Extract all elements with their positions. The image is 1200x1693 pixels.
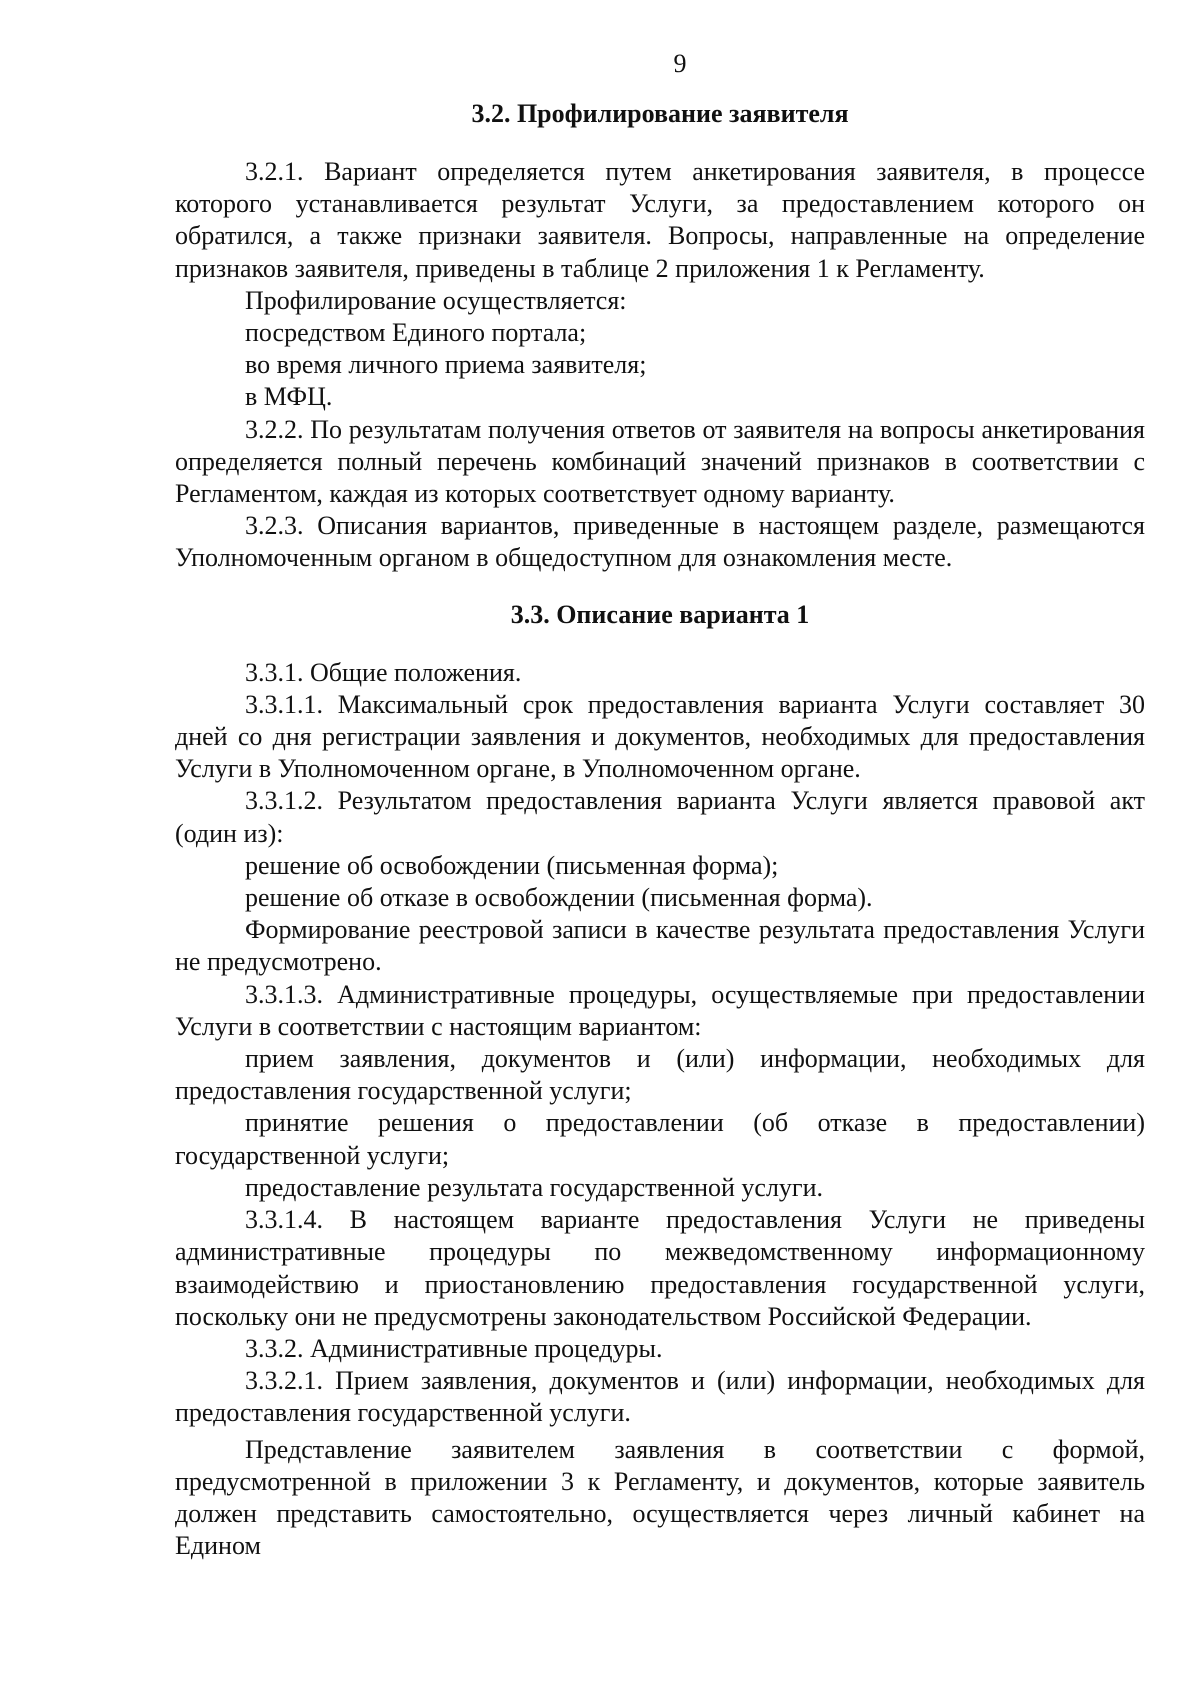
list-item: посредством Единого портала; — [245, 318, 587, 348]
paragraph: 3.3.1. Общие положения. — [245, 657, 522, 687]
paragraph: 3.2.2. По результатам получения ответов от заявителя на вопросы анкетирования определяется полный перечень комбинаций значений признаков в соответствии с Регламентом, каждая из которых соответствует одному варианту. — [175, 414, 1145, 509]
list-item: решение об отказе в освобождении (письменная форма). — [245, 883, 873, 913]
list-item: решение об освобождении (письменная форма); — [245, 850, 779, 880]
list-item: в МФЦ. — [245, 382, 333, 412]
list-item: принятие решения о предоставлении (об отказе в предоставлении) государственной услуги; — [175, 1108, 1145, 1170]
paragraph: Формирование реестровой записи в качестве результата предоставления Услуги не предусмотрено. — [175, 915, 1145, 977]
document-page — [175, 46, 1145, 1562]
list-item: предоставление результата государственной услуги. — [245, 1172, 824, 1202]
section-title-variant-1: 3.3. Описание варианта 1 — [510, 599, 810, 629]
paragraph: 3.2.3. Описания вариантов, приведенные в настоящем разделе, размещаются Уполномоченным органом в общедоступном для ознакомления месте. — [175, 511, 1145, 573]
paragraph: 3.3.1.4. В настоящем варианте предоставления Услуги не приведены административные процедуры по межведомственному информационному взаимодействию и приостановлению предоставления государственной услуги, поскольку они не предусмотрены законодательством Российской Федерации. — [175, 1205, 1145, 1331]
paragraph: 3.2.1. Вариант определяется путем анкетирования заявителя, в процессе которого устанавливается результат Услуги, за предоставлением которого он обратился, а также признаки заявителя. Вопросы, направленные на определение признаков заявителя, приведены в таблице 2 приложения 1 к Регламенту. — [175, 157, 1145, 283]
paragraph: 3.3.2.1. Прием заявления, документов и (или) информации, необходимых для предоставления государственной услуги. — [175, 1366, 1145, 1428]
section-title-profiling: 3.2. Профилирование заявителя — [471, 99, 849, 128]
paragraph: Представление заявителем заявления в соответствии с формой, предусмотренной в приложении 3 к Регламенту, и документов, которые заявитель должен представить самостоятельно, осуществляется через личный кабинет на Едином — [175, 1434, 1145, 1561]
list-item: во время личного приема заявителя; — [245, 350, 647, 380]
paragraph: 3.3.1.2. Результатом предоставления варианта Услуги является правовой акт (один из): — [175, 786, 1145, 848]
paragraph: Профилирование осуществляется: — [245, 285, 627, 315]
list-item: прием заявления, документов и (или) информации, необходимых для предоставления государственной услуги; — [175, 1044, 1145, 1106]
page-number: 9 — [673, 49, 687, 78]
paragraph: 3.3.1.1. Максимальный срок предоставления варианта Услуги составляет 30 дней со дня регистрации заявления и документов, необходимых для предоставления Услуги в Уполномоченном органе, в Уполномоченном органе. — [175, 689, 1145, 784]
paragraph: 3.3.1.3. Административные процедуры, осуществляемые при предоставлении Услуги в соответствии с настоящим вариантом: — [175, 979, 1145, 1041]
paragraph: 3.3.2. Административные процедуры. — [245, 1333, 663, 1363]
